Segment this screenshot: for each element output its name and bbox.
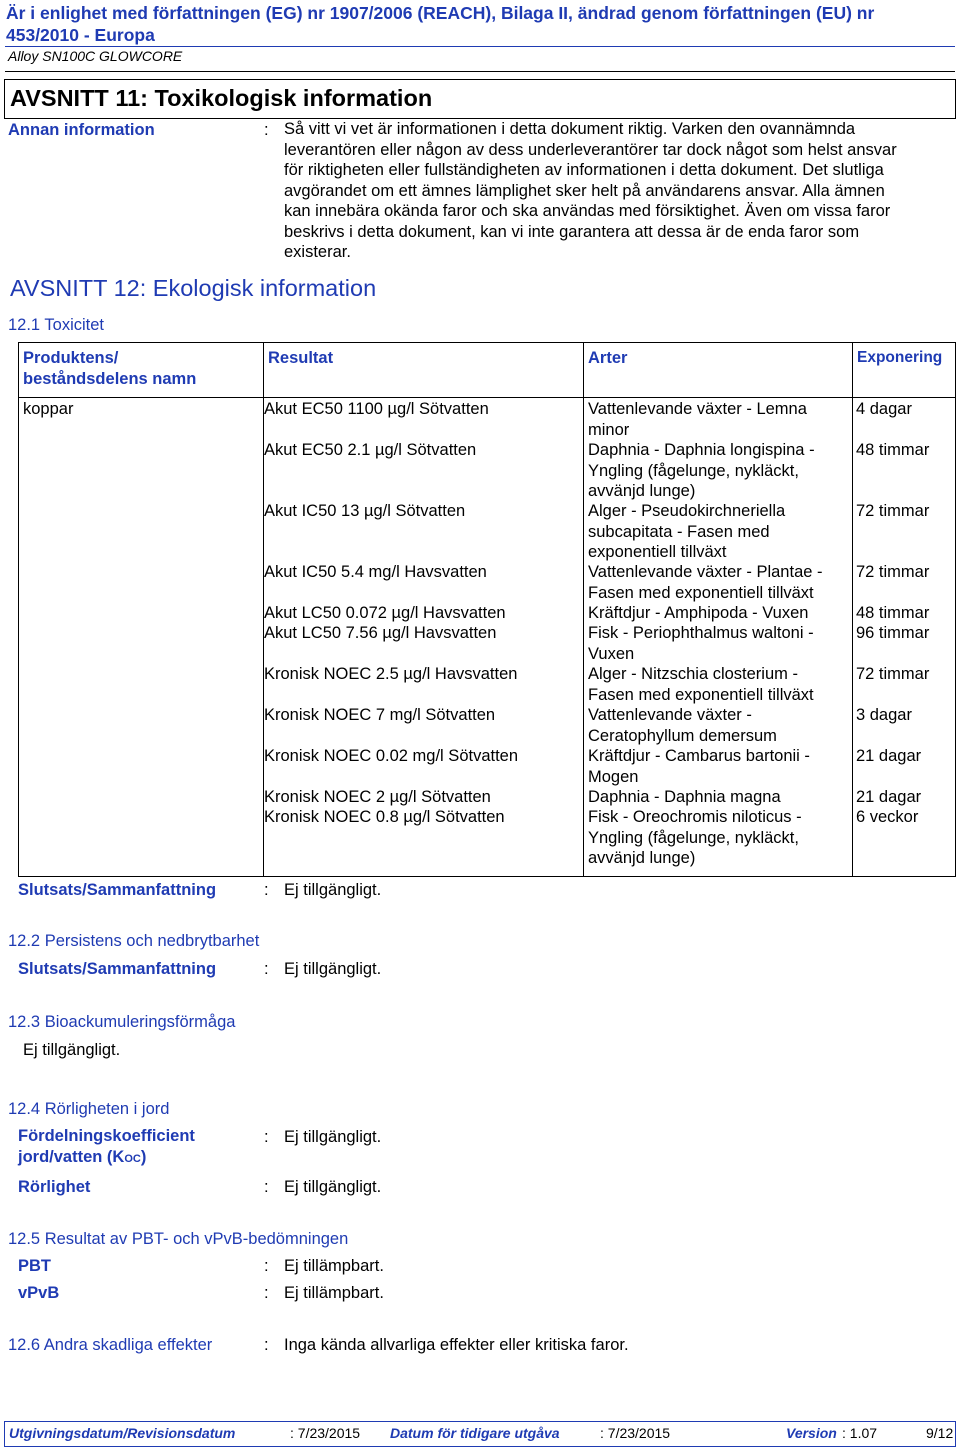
s122-value: Ej tillgängligt. xyxy=(284,960,382,978)
row-result: Akut LC50 7.56 µg/l Havsvatten xyxy=(264,624,497,642)
table-header-species: Arter xyxy=(588,349,628,367)
pbt-label: PBT xyxy=(18,1257,51,1275)
vpvb-label: vPvB xyxy=(18,1284,60,1302)
header-title-line1: Är i enlighet med författningen (EG) nr 1907/2006 (REACH), Bilaga II, ändrad genom författningen (EU) nr xyxy=(6,3,875,23)
species-line: Alger - Nitzschia closterium - xyxy=(588,665,798,683)
footer-issue-label: Utgivningsdatum/Revisionsdatum xyxy=(9,1425,236,1441)
other-info-colon: : xyxy=(264,121,269,139)
species-line: Kräftdjur - Cambarus bartonii - xyxy=(588,747,810,765)
species-line: Vattenlevande växter - Plantae - xyxy=(588,563,823,581)
species-line: exponentiell tillväxt xyxy=(588,543,727,561)
row-species xyxy=(588,562,823,603)
other-info-line: för riktigheten eller fullständigheten av informationen i detta dokument. Det slutliga xyxy=(284,161,884,179)
other-info-line: Så vitt vi vet är informationen i detta dokument riktig. Varken den ovannämnda xyxy=(284,120,856,138)
row-result: Kronisk NOEC 7 mg/l Sötvatten xyxy=(264,706,496,724)
row-species xyxy=(588,501,785,563)
koc-subscript: OC xyxy=(124,1153,141,1165)
species-line: Daphnia - Daphnia magna xyxy=(588,788,781,806)
mobility-colon: : xyxy=(264,1178,269,1196)
row-result: Kronisk NOEC 0.02 mg/l Sötvatten xyxy=(264,747,519,765)
row-result: Akut LC50 0.072 µg/l Havsvatten xyxy=(264,604,506,622)
species-line: Fisk - Oreochromis niloticus - xyxy=(588,808,802,826)
s123-heading: 12.3 Bioackumuleringsförmåga xyxy=(8,1013,236,1031)
s126-value: Inga kända allvarliga effekter eller kritiska faror. xyxy=(284,1336,629,1354)
other-info-line: leverantören eller någon av dess underleverantörer tar dock något som helst ansvar xyxy=(284,140,897,159)
footer-page-number: 9/12 xyxy=(926,1425,954,1441)
row-species xyxy=(588,603,808,624)
koc-colon: : xyxy=(264,1128,269,1146)
species-line: Fisk - Periophthalmus waltoni - xyxy=(588,624,814,642)
other-info-label: Annan information xyxy=(8,121,155,139)
row-result: Kronisk NOEC 2.5 µg/l Havsvatten xyxy=(264,665,518,683)
species-line: avvänjd lunge) xyxy=(588,482,696,500)
species-line: Vattenlevande växter - xyxy=(588,706,752,724)
row-species xyxy=(588,664,814,705)
s122-heading: 12.2 Persistens och nedbrytbarhet xyxy=(8,932,260,950)
species-line: Alger - Pseudokirchneriella xyxy=(588,502,786,520)
koc-label-line2 xyxy=(18,1147,195,1170)
species-line: Fasen med exponentiell tillväxt xyxy=(588,583,814,602)
s126-colon: : xyxy=(264,1336,269,1354)
table-header-exposure: Exponering xyxy=(857,349,943,366)
species-line: minor xyxy=(588,420,630,439)
vpvb-value: Ej tillämpbart. xyxy=(284,1284,384,1302)
s122-label: Slutsats/Sammanfattning xyxy=(18,960,217,978)
koc-close-paren: ) xyxy=(140,1148,147,1166)
s124-heading: 12.4 Rörligheten i jord xyxy=(8,1100,170,1118)
row-exposure: 72 timmar xyxy=(856,502,930,520)
header-title-line2: 453/2010 - Europa xyxy=(6,25,155,45)
species-line: Kräftdjur - Amphipoda - Vuxen xyxy=(588,604,809,622)
footer-version-label: Version xyxy=(786,1425,837,1441)
row-result: Akut EC50 2.1 µg/l Sötvatten xyxy=(264,441,477,459)
mobility-label: Rörlighet xyxy=(18,1178,91,1196)
row-result: Akut IC50 13 µg/l Sötvatten xyxy=(264,502,466,520)
table-column-divider xyxy=(852,343,853,876)
row-exposure: 4 dagar xyxy=(856,400,912,418)
s122-colon: : xyxy=(264,960,269,978)
row-species xyxy=(588,623,814,664)
species-line: Ceratophyllum demersum xyxy=(588,726,777,745)
koc-label-line1: Fördelningskoefficient xyxy=(18,1127,195,1145)
row-exposure: 48 timmar xyxy=(856,441,930,459)
product-name: Alloy SN100C GLOWCORE xyxy=(8,48,183,64)
row-species xyxy=(588,705,777,746)
row-exposure: 21 dagar xyxy=(856,788,922,806)
header-divider xyxy=(5,46,955,47)
other-info-text xyxy=(284,119,954,263)
species-line: Yngling (fågelunge, nykläckt, xyxy=(588,828,799,847)
summary-colon: : xyxy=(264,881,269,899)
row-exposure: 72 timmar xyxy=(856,563,930,581)
summary-value: Ej tillgängligt. xyxy=(284,881,382,899)
footer-prev-label: Datum för tidigare utgåva xyxy=(390,1425,560,1441)
species-line: subcapitata - Fasen med xyxy=(588,522,770,541)
s126-heading: 12.6 Andra skadliga effekter xyxy=(8,1336,213,1354)
koc-label xyxy=(18,1126,195,1170)
row-species xyxy=(588,807,802,869)
summary-label: Slutsats/Sammanfattning xyxy=(18,881,217,899)
footer-issue-value: : 7/23/2015 xyxy=(290,1425,361,1441)
mobility-value: Ej tillgängligt. xyxy=(284,1178,382,1196)
header-product-line1: Produktens/ xyxy=(23,349,119,367)
other-info-line: kan innebära okända faror och ska användas med försiktighet. Även om vissa faror xyxy=(284,202,891,220)
koc-label-text: jord/vatten (K xyxy=(18,1148,125,1166)
row-species xyxy=(588,399,807,440)
s125-heading: 12.5 Resultat av PBT- och vPvB-bedömningen xyxy=(8,1230,349,1248)
toxicity-table xyxy=(18,342,956,877)
row-result: Kronisk NOEC 2 µg/l Sötvatten xyxy=(264,788,491,806)
vpvb-colon: : xyxy=(264,1284,269,1302)
footer-prev-value: : 7/23/2015 xyxy=(600,1425,671,1441)
pbt-colon: : xyxy=(264,1257,269,1275)
product-divider xyxy=(5,71,955,72)
other-info-line: avgörandet om ett ämnes lämplighet sker helt på användarens ansvar. Alla ämnen xyxy=(284,181,885,200)
other-info-line: beskrivs i detta dokument, kan vi inte garantera att dessa är de enda faror som xyxy=(284,222,860,241)
table-header-result: Resultat xyxy=(268,349,334,367)
pbt-value: Ej tillämpbart. xyxy=(284,1257,384,1275)
species-line: Daphnia - Daphnia longispina - xyxy=(588,441,815,459)
row-species xyxy=(588,440,815,502)
document-header-title xyxy=(6,2,956,46)
row-result: Kronisk NOEC 0.8 µg/l Sötvatten xyxy=(264,808,505,826)
s123-value: Ej tillgängligt. xyxy=(23,1041,121,1059)
table-column-divider xyxy=(583,343,584,876)
row-exposure: 3 dagar xyxy=(856,706,912,724)
species-line: Mogen xyxy=(588,767,639,786)
row-result: Akut IC50 5.4 mg/l Havsvatten xyxy=(264,563,487,581)
section12-title: AVSNITT 12: Ekologisk information xyxy=(10,275,377,301)
header-product-line2: beståndsdelens namn xyxy=(23,370,197,388)
koc-value: Ej tillgängligt. xyxy=(284,1128,382,1146)
species-line: Vattenlevande växter - Lemna xyxy=(588,400,807,418)
section11-title: AVSNITT 11: Toxikologisk information xyxy=(10,85,433,111)
row-exposure: 96 timmar xyxy=(856,624,930,642)
table-product-name: koppar xyxy=(23,400,74,418)
s121-heading: 12.1 Toxicitet xyxy=(8,316,105,334)
table-header-divider xyxy=(19,397,955,398)
row-exposure: 6 veckor xyxy=(856,808,919,826)
row-exposure: 72 timmar xyxy=(856,665,930,683)
row-species xyxy=(588,746,810,787)
row-species xyxy=(588,787,781,808)
table-header-product xyxy=(23,348,196,390)
row-result: Akut EC50 1100 µg/l Sötvatten xyxy=(264,400,489,418)
other-info-line: existerar. xyxy=(284,243,351,261)
row-exposure: 21 dagar xyxy=(856,747,922,765)
row-exposure: 48 timmar xyxy=(856,604,930,622)
species-line: Vuxen xyxy=(588,644,635,663)
species-line: Fasen med exponentiell tillväxt xyxy=(588,685,814,704)
species-line: Yngling (fågelunge, nykläckt, xyxy=(588,461,799,480)
species-line: avvänjd lunge) xyxy=(588,849,696,867)
footer-version-value: : 1.07 xyxy=(842,1425,878,1441)
